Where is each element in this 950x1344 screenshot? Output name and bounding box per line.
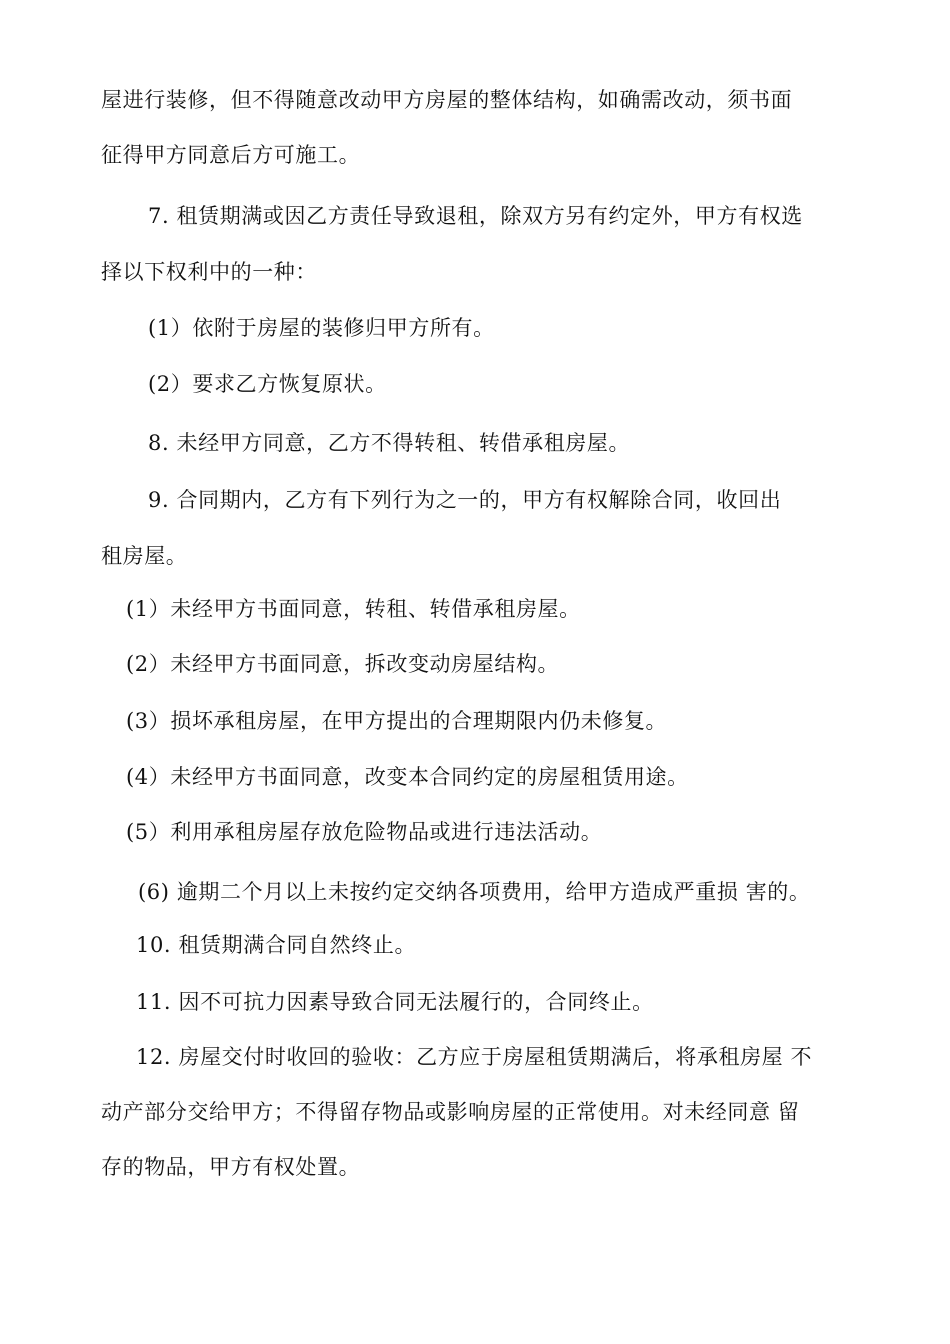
text-line: 10. 租赁期满合同自然终止。 [136, 933, 417, 957]
text-line: (1）未经甲方书面同意，转租、转借承租房屋。 [126, 597, 581, 621]
text-line: 12. 房屋交付时收回的验收：乙方应于房屋租赁期满后，将承租房屋 不 [136, 1045, 813, 1069]
text-line: 动产部分交给甲方；不得留存物品或影响房屋的正常使用。对未经同意 留 [101, 1100, 800, 1124]
text-line: 征得甲方同意后方可施工。 [101, 143, 361, 167]
text-line: 租房屋。 [101, 544, 188, 568]
text-line: (6) 逾期二个月以上未按约定交纳各项费用，给甲方造成严重损 害的。 [138, 880, 811, 904]
text-line: 存的物品，甲方有权处置。 [101, 1155, 361, 1179]
text-line: 8. 未经甲方同意，乙方不得转租、转借承租房屋。 [148, 431, 631, 455]
text-line: (5）利用承租房屋存放危险物品或进行违法活动。 [126, 820, 603, 844]
text-line: 择以下权利中的一种： [101, 260, 317, 284]
text-line: (4）未经甲方书面同意，改变本合同约定的房屋租赁用途。 [126, 765, 689, 789]
text-line: (1）依附于房屋的装修归甲方所有。 [148, 316, 495, 340]
text-line: 屋进行装修，但不得随意改动甲方房屋的整体结构，如确需改动，须书面 [101, 88, 793, 112]
text-line: (2）要求乙方恢复原状。 [148, 372, 387, 396]
text-line: (2）未经甲方书面同意，拆改变动房屋结构。 [126, 652, 560, 676]
text-line: 11. 因不可抗力因素导致合同无法履行的，合同终止。 [136, 990, 654, 1014]
text-line: 7. 租赁期满或因乙方责任导致退租，除双方另有约定外，甲方有权选 [148, 204, 803, 228]
text-line: (3）损坏承租房屋，在甲方提出的合理期限内仍未修复。 [126, 709, 668, 733]
text-line: 9. 合同期内，乙方有下列行为之一的，甲方有权解除合同，收回出 [148, 488, 782, 512]
